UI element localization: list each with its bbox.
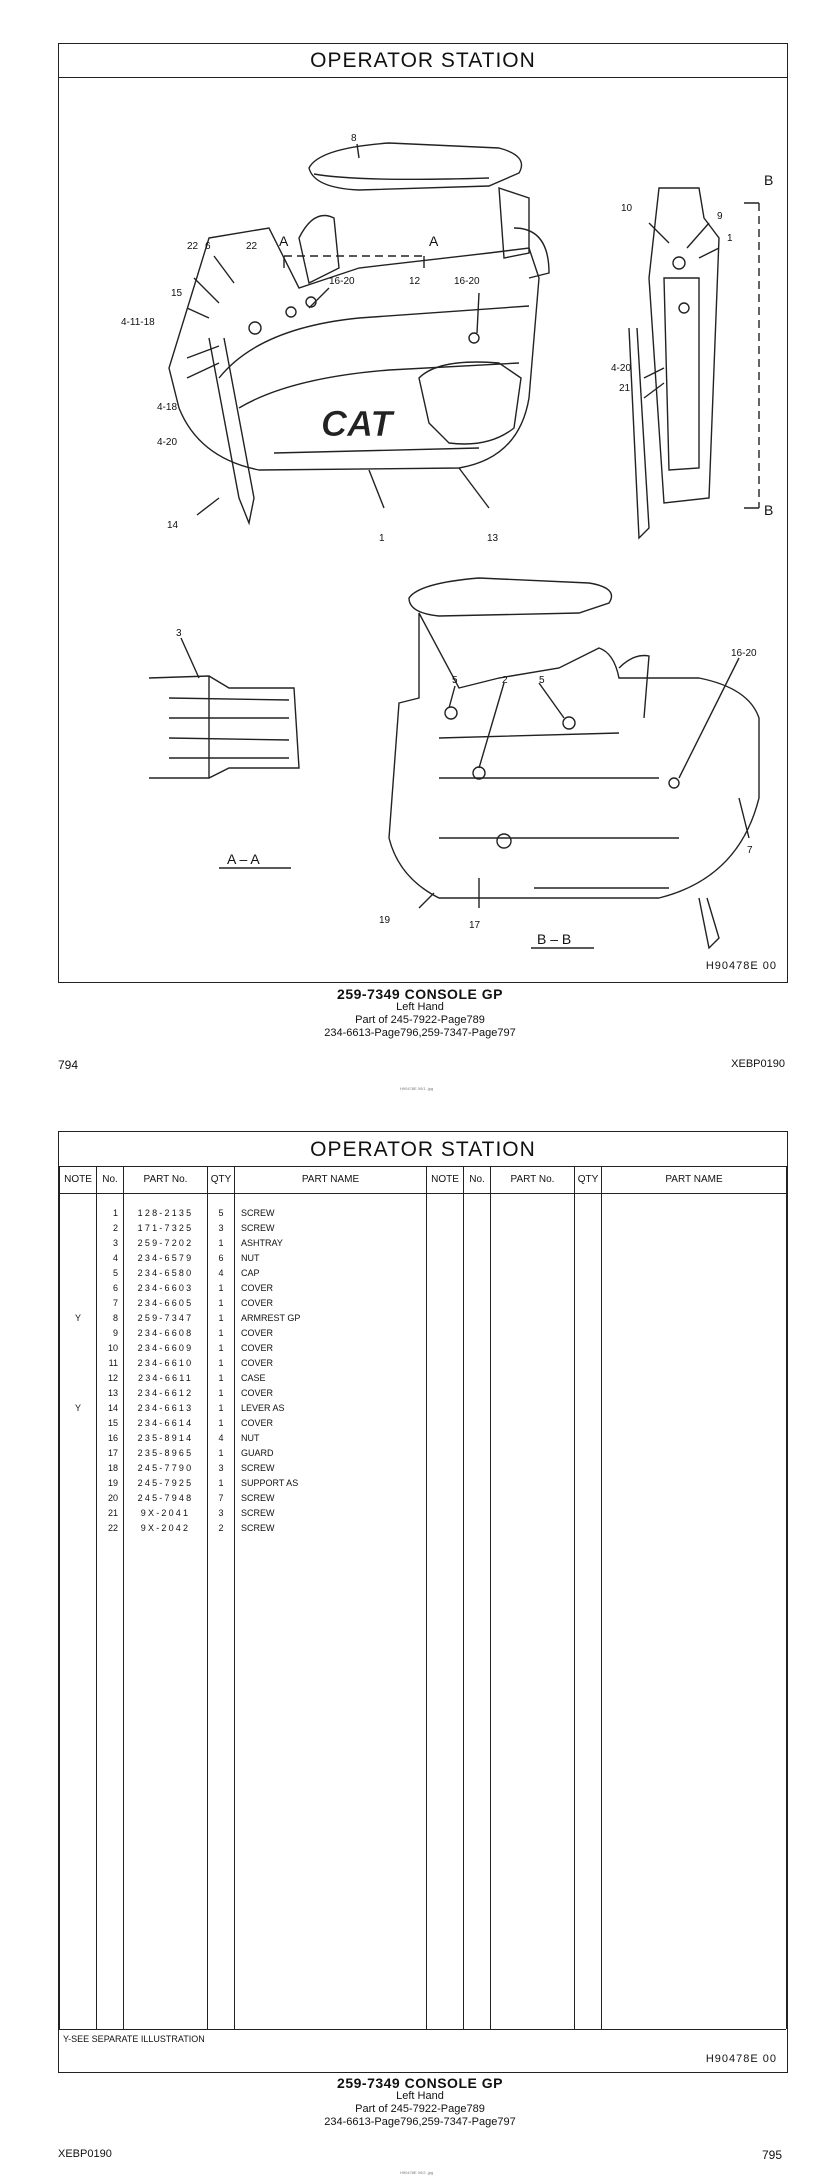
part-name-column — [235, 1193, 427, 2029]
cell-note: Y — [74, 1402, 81, 1413]
header-qty: QTY — [575, 1167, 602, 1193]
caption-part-of: Part of 245-7922-Page789 — [355, 2103, 485, 2115]
cell-qty: 1 — [218, 1297, 224, 1308]
cell-no: 13 — [107, 1387, 118, 1398]
cell-note — [60, 1491, 96, 1506]
callout: 16-20 — [454, 276, 480, 287]
cell-qty: 1 — [218, 1402, 224, 1413]
cell-qty: 1 — [218, 1387, 224, 1398]
cell-qty: 1 — [218, 1357, 224, 1368]
cell-part-no: 234-6613 — [137, 1402, 194, 1413]
callout: 9 — [717, 211, 723, 222]
cell-no: 2 — [112, 1222, 118, 1233]
cell-note — [60, 1476, 96, 1491]
cell-part-no: 128-2135 — [137, 1207, 194, 1218]
cell-name: SCREW — [241, 1222, 275, 1233]
cell-name: CASE — [241, 1372, 266, 1383]
caption-side: Left Hand — [396, 1001, 444, 1013]
cell-no: 14 — [107, 1402, 118, 1413]
cell-qty: 1 — [218, 1477, 224, 1488]
cell-part-no: 234-6609 — [137, 1342, 194, 1353]
cell-qty: 2 — [218, 1522, 224, 1533]
page-number-left: 794 — [58, 1058, 79, 1072]
cell-part-no: 235-8914 — [137, 1432, 194, 1443]
header-no: No. — [97, 1167, 124, 1193]
cell-note — [60, 1296, 96, 1311]
header-note: NOTE — [427, 1167, 464, 1193]
cell-name: SCREW — [241, 1522, 275, 1533]
caption-group: 259-7349 CONSOLE GP — [337, 2075, 503, 2091]
svg-text:CAT: CAT — [321, 403, 393, 444]
callout: 17 — [469, 920, 481, 931]
part-no-column — [124, 1193, 208, 2029]
callout: 22 — [246, 241, 258, 252]
cell-qty: 1 — [218, 1447, 224, 1458]
cell-no: 21 — [107, 1507, 118, 1518]
cell-note — [60, 1386, 96, 1401]
cell-no: 10 — [107, 1342, 118, 1353]
callout: 4-11-18 — [121, 317, 155, 328]
note-legend: Y-SEE SEPARATE ILLUSTRATION — [59, 2029, 786, 2047]
cell-note — [60, 1236, 96, 1251]
callout: A — [279, 233, 289, 249]
cell-part-no: 245-7790 — [137, 1462, 194, 1473]
cell-qty: 3 — [218, 1462, 224, 1473]
cell-part-no: 234-6614 — [137, 1417, 194, 1428]
book-code-right: XEBP0190 — [731, 1058, 785, 1070]
callout: 5 — [452, 675, 458, 686]
cell-part-no: 234-6603 — [137, 1282, 194, 1293]
cell-qty: 3 — [218, 1222, 224, 1233]
cell-part-no: 245-7925 — [137, 1477, 194, 1488]
cell-part-no: 234-6579 — [137, 1252, 194, 1263]
cell-part-no: 245-7948 — [137, 1492, 194, 1503]
page-number-right: 795 — [761, 2148, 782, 2162]
cell-no: 20 — [107, 1492, 118, 1503]
note-column-right — [427, 1193, 464, 2029]
cell-no: 16 — [107, 1432, 118, 1443]
cell-name: COVER — [241, 1327, 274, 1338]
cell-part-no: 9X-2041 — [140, 1507, 191, 1518]
cell-qty: 1 — [218, 1342, 224, 1353]
cell-no: 15 — [107, 1417, 118, 1428]
cell-qty: 1 — [218, 1327, 224, 1338]
caption-refs: 234-6613-Page796,259-7347-Page797 — [324, 2116, 516, 2128]
callout: 13 — [487, 533, 499, 544]
cell-note — [60, 1326, 96, 1341]
cell-part-no: 234-6580 — [137, 1267, 194, 1278]
cell-no: 12 — [107, 1372, 118, 1383]
cell-part-no: 234-6611 — [138, 1372, 193, 1383]
callout: 4-20 — [611, 363, 632, 374]
callout: 1 — [379, 533, 385, 544]
qty-column-right — [575, 1193, 602, 2029]
cell-note — [60, 1341, 96, 1356]
cell-note — [60, 1281, 96, 1296]
book-code-left: XEBP0190 — [58, 2148, 112, 2160]
cell-qty: 4 — [218, 1267, 224, 1278]
cell-part-no: 9X-2042 — [140, 1522, 191, 1533]
cell-note: Y — [74, 1312, 81, 1323]
cell-no: 3 — [112, 1237, 118, 1248]
cell-name: GUARD — [241, 1447, 274, 1458]
cell-name: SCREW — [241, 1507, 275, 1518]
cell-qty: 7 — [218, 1492, 224, 1503]
parts-table — [59, 1167, 787, 2029]
cell-note — [60, 1266, 96, 1281]
header-part-name: PART NAME — [602, 1167, 787, 1193]
cell-no: 4 — [112, 1252, 118, 1263]
cell-name: SCREW — [241, 1492, 275, 1503]
callout: 4-18 — [157, 402, 178, 413]
parts-list-frame — [58, 1131, 788, 2073]
callout: B — [764, 502, 774, 518]
part-no-column-right — [491, 1193, 575, 2029]
cell-no: 9 — [112, 1327, 118, 1338]
cell-note — [60, 1431, 96, 1446]
header-no: No. — [464, 1167, 491, 1193]
cell-no: 11 — [108, 1357, 118, 1368]
table-code: H90478E 00 — [705, 2053, 777, 2065]
cell-part-no: 235-8965 — [137, 1447, 194, 1458]
callout: 12 — [409, 276, 421, 287]
footer-tiny: H90478E 00/2 .jpg — [400, 2170, 434, 2175]
callout: 15 — [171, 288, 183, 299]
callout: 22 — [187, 241, 199, 252]
header-qty: QTY — [208, 1167, 235, 1193]
cell-note — [60, 1461, 96, 1476]
cell-qty: 1 — [218, 1312, 224, 1323]
cell-name: ARMREST GP — [241, 1312, 301, 1323]
caption-refs: 234-6613-Page796,259-7347-Page797 — [324, 1027, 516, 1039]
cell-note — [60, 1371, 96, 1386]
callout: 16-20 — [329, 276, 355, 287]
cell-name: ASHTRAY — [241, 1237, 283, 1248]
cell-name: COVER — [241, 1417, 274, 1428]
caption-part-of: Part of 245-7922-Page789 — [355, 1014, 485, 1026]
cell-no: 5 — [112, 1267, 118, 1278]
note-column — [60, 1193, 97, 2029]
page2-caption — [0, 2077, 840, 2129]
caption-side: Left Hand — [396, 2090, 444, 2102]
header-note: NOTE — [60, 1167, 97, 1193]
cell-note — [60, 1446, 96, 1461]
cell-qty: 3 — [218, 1507, 224, 1518]
cell-no: 18 — [107, 1462, 118, 1473]
section-label-a: A – A — [227, 851, 260, 867]
page-title: OPERATOR STATION — [59, 44, 787, 78]
cell-part-no: 234-6612 — [137, 1387, 194, 1398]
callout: B — [764, 172, 774, 188]
section-label-b: B – B — [537, 931, 572, 947]
callout: 21 — [619, 383, 631, 394]
cell-qty: 4 — [218, 1432, 224, 1443]
callout: 10 — [621, 203, 633, 214]
cell-part-no: 234-6605 — [137, 1297, 194, 1308]
cell-qty: 5 — [218, 1207, 224, 1218]
cell-no: 6 — [112, 1282, 118, 1293]
cell-note — [60, 1221, 96, 1236]
cell-qty: 1 — [218, 1282, 224, 1293]
callout: 16-20 — [731, 648, 757, 659]
cell-note — [60, 1521, 96, 1536]
callout: 4-20 — [157, 437, 178, 448]
cell-name: CAP — [241, 1267, 260, 1278]
no-column-right — [464, 1193, 491, 2029]
cell-part-no: 259-7202 — [137, 1237, 194, 1248]
footer-tiny: H90478E 00/1 .jpg — [400, 1086, 434, 1091]
cell-qty: 1 — [218, 1372, 224, 1383]
callout: 7 — [747, 845, 753, 856]
callout: 5 — [539, 675, 545, 686]
cell-qty: 1 — [218, 1237, 224, 1248]
no-column — [97, 1193, 124, 2029]
caption-group: 259-7349 CONSOLE GP — [337, 986, 503, 1002]
cell-name: SCREW — [241, 1207, 275, 1218]
callout: 2 — [502, 675, 508, 686]
cell-no: 1 — [112, 1207, 118, 1218]
page1-caption — [0, 988, 840, 1040]
console-drawing — [59, 78, 786, 981]
cell-part-no: 171-7325 — [137, 1222, 194, 1233]
parts-list-title: OPERATOR STATION — [59, 1132, 787, 1167]
cell-part-no: 259-7347 — [137, 1312, 194, 1323]
cell-no: 8 — [112, 1312, 118, 1323]
illustration-frame — [58, 43, 788, 983]
illustration-code: H90478E 00 — [705, 960, 777, 972]
cell-note — [60, 1206, 96, 1221]
cell-name: SUPPORT AS — [241, 1477, 299, 1488]
cell-no: 17 — [107, 1447, 118, 1458]
cell-name: COVER — [241, 1282, 274, 1293]
cell-no: 7 — [112, 1297, 118, 1308]
cell-name: NUT — [241, 1432, 260, 1443]
table-body-row — [60, 1193, 787, 2029]
exploded-illustration — [59, 78, 786, 981]
callout: 1 — [727, 233, 733, 244]
cell-note — [60, 1251, 96, 1266]
part-name-column-right — [602, 1193, 787, 2029]
cell-qty: 1 — [218, 1417, 224, 1428]
cell-name: COVER — [241, 1297, 274, 1308]
header-part-no: PART No. — [491, 1167, 575, 1193]
table-header-row — [60, 1167, 787, 1193]
cell-note — [60, 1416, 96, 1431]
cell-name: COVER — [241, 1342, 274, 1353]
cell-part-no: 234-6610 — [137, 1357, 194, 1368]
callout-labels — [121, 133, 773, 931]
cell-note — [60, 1356, 96, 1371]
header-part-name: PART NAME — [235, 1167, 427, 1193]
cell-name: SCREW — [241, 1462, 275, 1473]
cell-part-no: 234-6608 — [137, 1327, 194, 1338]
cell-name: COVER — [241, 1387, 274, 1398]
callout: 3 — [176, 628, 182, 639]
cell-note — [60, 1506, 96, 1521]
callout: 19 — [379, 915, 391, 926]
cell-name: COVER — [241, 1357, 274, 1368]
callout: 6 — [205, 241, 211, 252]
cell-no: 19 — [107, 1477, 118, 1488]
cat-logo — [321, 403, 395, 444]
cell-name: NUT — [241, 1252, 260, 1263]
cell-no: 22 — [107, 1522, 118, 1533]
callout: 14 — [167, 520, 179, 531]
cell-qty: 6 — [218, 1252, 224, 1263]
callout: A — [429, 233, 439, 249]
callout: 8 — [351, 133, 357, 144]
header-part-no: PART No. — [124, 1167, 208, 1193]
cell-name: LEVER AS — [241, 1402, 285, 1413]
qty-column — [208, 1193, 235, 2029]
